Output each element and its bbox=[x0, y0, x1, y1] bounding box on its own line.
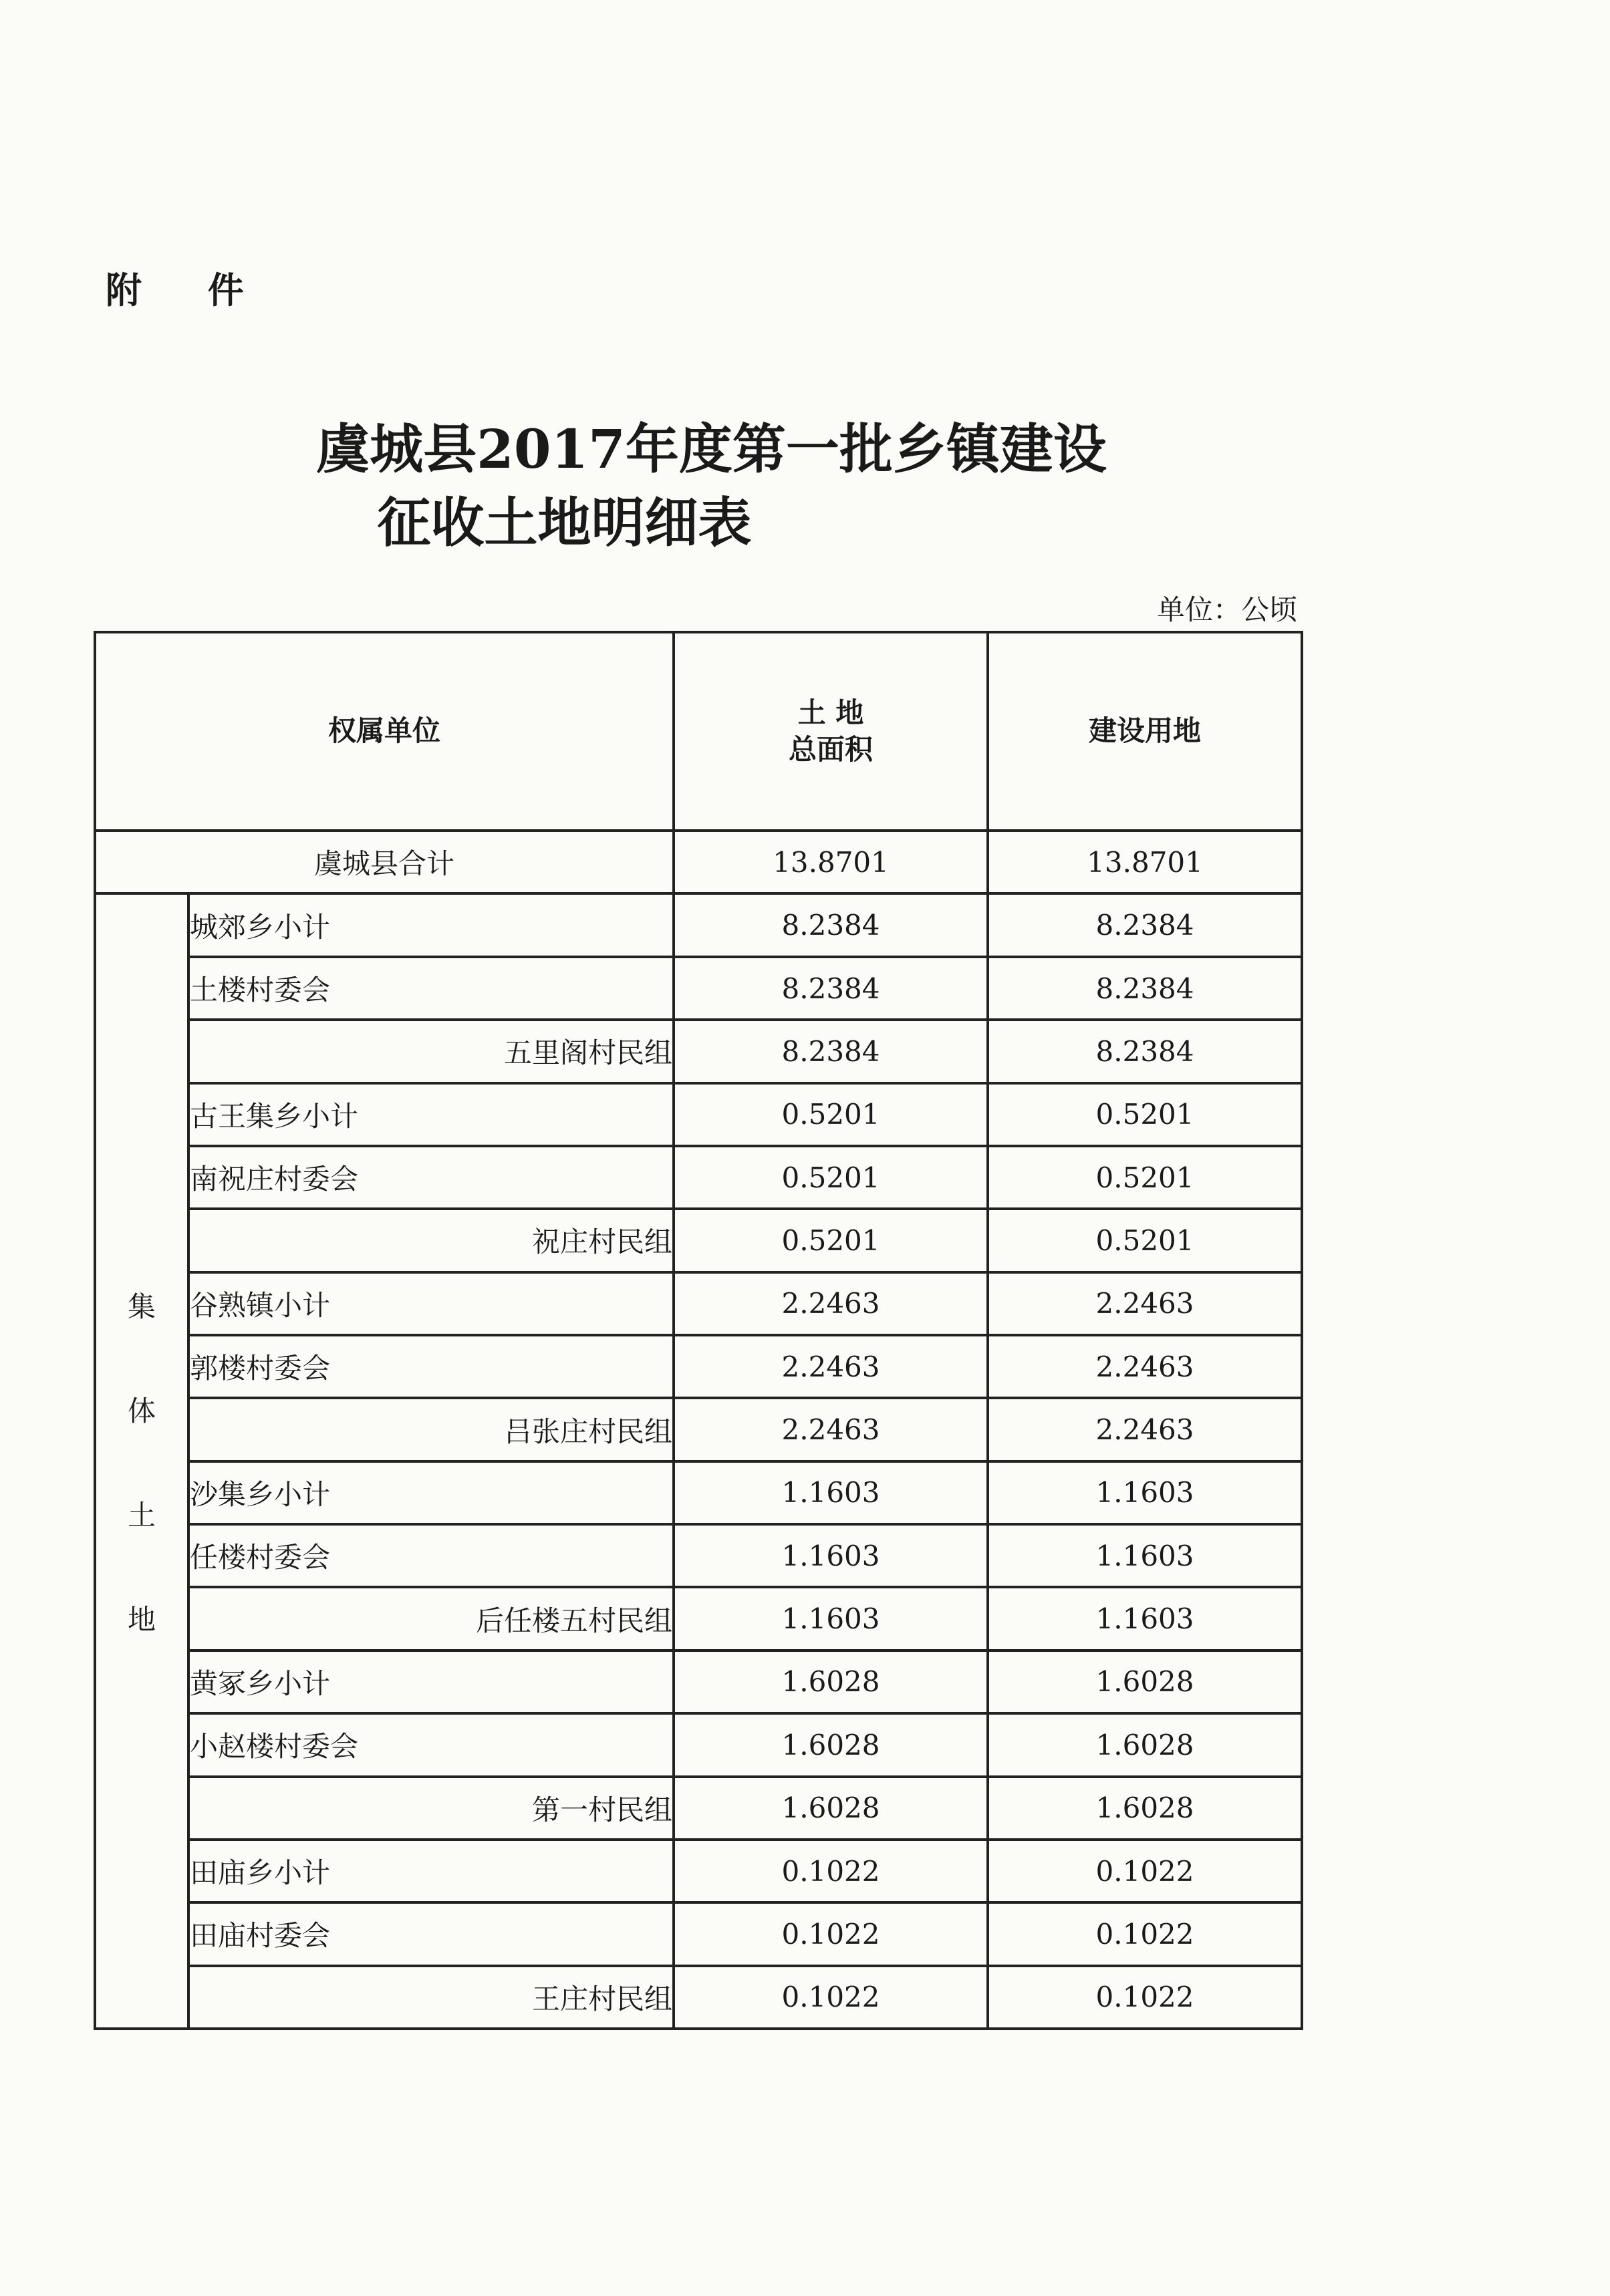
table-header-row bbox=[95, 632, 1302, 831]
table-row bbox=[95, 1902, 1302, 1965]
row-name: 祝庄村民组 bbox=[188, 1209, 674, 1272]
row-total-area: 8.2384 bbox=[674, 957, 988, 1020]
row-total-area: 0.1022 bbox=[674, 1902, 988, 1965]
table-row bbox=[95, 1587, 1302, 1650]
table-row bbox=[95, 1461, 1302, 1524]
row-total-area: 1.1603 bbox=[674, 1587, 988, 1650]
row-name: 田庙村委会 bbox=[188, 1902, 674, 1965]
row-total-area: 8.2384 bbox=[674, 1020, 988, 1083]
row-construction: 0.5201 bbox=[988, 1209, 1302, 1272]
row-name: 土楼村委会 bbox=[188, 957, 674, 1020]
table-row bbox=[95, 1524, 1302, 1587]
row-construction: 0.5201 bbox=[988, 1083, 1302, 1146]
table-row bbox=[95, 1651, 1302, 1713]
row-construction: 1.6028 bbox=[988, 1777, 1302, 1840]
row-name: 五里阁村民组 bbox=[188, 1020, 674, 1083]
row-construction: 0.1022 bbox=[988, 1840, 1302, 1902]
category-char: 体 bbox=[127, 1394, 156, 1427]
row-total-area: 2.2463 bbox=[674, 1335, 988, 1398]
row-name: 任楼村委会 bbox=[188, 1524, 674, 1587]
table-row bbox=[95, 1209, 1302, 1272]
document-title-line1: 虞城县2017年度第一批乡镇建设 bbox=[316, 418, 1107, 480]
row-construction: 8.2384 bbox=[988, 957, 1302, 1020]
table-row bbox=[95, 1713, 1302, 1776]
row-construction: 0.1022 bbox=[988, 1966, 1302, 2029]
row-total-area: 0.1022 bbox=[674, 1840, 988, 1902]
land-detail-table bbox=[94, 631, 1301, 2030]
document-title-line2: 征收土地明细表 bbox=[377, 491, 752, 554]
row-total-area: 1.1603 bbox=[674, 1461, 988, 1524]
row-total-area: 1.6028 bbox=[674, 1713, 988, 1776]
total-row-construction: 13.8701 bbox=[988, 831, 1302, 893]
row-name: 黄冢乡小计 bbox=[188, 1651, 674, 1713]
row-total-area: 0.5201 bbox=[674, 1209, 988, 1272]
row-total-area: 2.2463 bbox=[674, 1398, 988, 1461]
table-row bbox=[95, 957, 1302, 1020]
land-table bbox=[94, 631, 1303, 2030]
row-construction: 1.6028 bbox=[988, 1651, 1302, 1713]
header-total-area-line2: 总面积 bbox=[789, 732, 874, 766]
table-row bbox=[95, 1146, 1302, 1209]
category-char: 集 bbox=[127, 1290, 156, 1323]
table-row bbox=[95, 1083, 1302, 1146]
row-name: 沙集乡小计 bbox=[188, 1461, 674, 1524]
total-row-name: 虞城县合计 bbox=[95, 831, 674, 893]
row-construction: 1.1603 bbox=[988, 1587, 1302, 1650]
row-total-area: 1.6028 bbox=[674, 1651, 988, 1713]
table-row bbox=[95, 1272, 1302, 1335]
row-name: 第一村民组 bbox=[188, 1777, 674, 1840]
row-construction: 1.6028 bbox=[988, 1713, 1302, 1776]
row-construction: 8.2384 bbox=[988, 1020, 1302, 1083]
row-name: 后任楼五村民组 bbox=[188, 1587, 674, 1650]
attachment-label: 附 件 bbox=[106, 269, 271, 311]
table-row bbox=[95, 1398, 1302, 1461]
row-name: 南祝庄村委会 bbox=[188, 1146, 674, 1209]
category-char: 地 bbox=[127, 1602, 156, 1636]
row-name: 古王集乡小计 bbox=[188, 1083, 674, 1146]
row-total-area: 0.5201 bbox=[674, 1083, 988, 1146]
row-name: 郭楼村委会 bbox=[188, 1335, 674, 1398]
row-construction: 2.2463 bbox=[988, 1335, 1302, 1398]
row-total-area: 1.6028 bbox=[674, 1777, 988, 1840]
category-cell bbox=[95, 893, 188, 2029]
row-construction: 2.2463 bbox=[988, 1272, 1302, 1335]
table-row bbox=[95, 1335, 1302, 1398]
row-total-area: 2.2463 bbox=[674, 1272, 988, 1335]
row-name: 谷熟镇小计 bbox=[188, 1272, 674, 1335]
row-construction: 0.1022 bbox=[988, 1902, 1302, 1965]
row-total-area: 0.5201 bbox=[674, 1146, 988, 1209]
header-construction: 建设用地 bbox=[988, 632, 1302, 831]
table-row bbox=[95, 893, 1302, 956]
unit-label: 单位：公顷 bbox=[1156, 593, 1297, 626]
header-owner: 权属单位 bbox=[95, 632, 674, 831]
row-construction: 0.5201 bbox=[988, 1146, 1302, 1209]
header-total-area bbox=[674, 632, 988, 831]
total-row bbox=[95, 831, 1302, 893]
header-total-area-line1: 土 地 bbox=[797, 696, 864, 729]
table-row bbox=[95, 1840, 1302, 1902]
row-construction: 1.1603 bbox=[988, 1524, 1302, 1587]
row-total-area: 1.1603 bbox=[674, 1524, 988, 1587]
row-construction: 1.1603 bbox=[988, 1461, 1302, 1524]
category-char: 土 bbox=[127, 1498, 156, 1532]
row-name: 田庙乡小计 bbox=[188, 1840, 674, 1902]
total-row-area: 13.8701 bbox=[674, 831, 988, 893]
row-total-area: 8.2384 bbox=[674, 893, 988, 956]
row-name: 小赵楼村委会 bbox=[188, 1713, 674, 1776]
table-row bbox=[95, 1966, 1302, 2029]
row-name: 王庄村民组 bbox=[188, 1966, 674, 2029]
row-name: 城郊乡小计 bbox=[188, 893, 674, 956]
table-row bbox=[95, 1020, 1302, 1083]
row-construction: 8.2384 bbox=[988, 893, 1302, 956]
row-name: 吕张庄村民组 bbox=[188, 1398, 674, 1461]
row-construction: 2.2463 bbox=[988, 1398, 1302, 1461]
table-row bbox=[95, 1777, 1302, 1840]
row-total-area: 0.1022 bbox=[674, 1966, 988, 2029]
table-body bbox=[95, 632, 1302, 2029]
